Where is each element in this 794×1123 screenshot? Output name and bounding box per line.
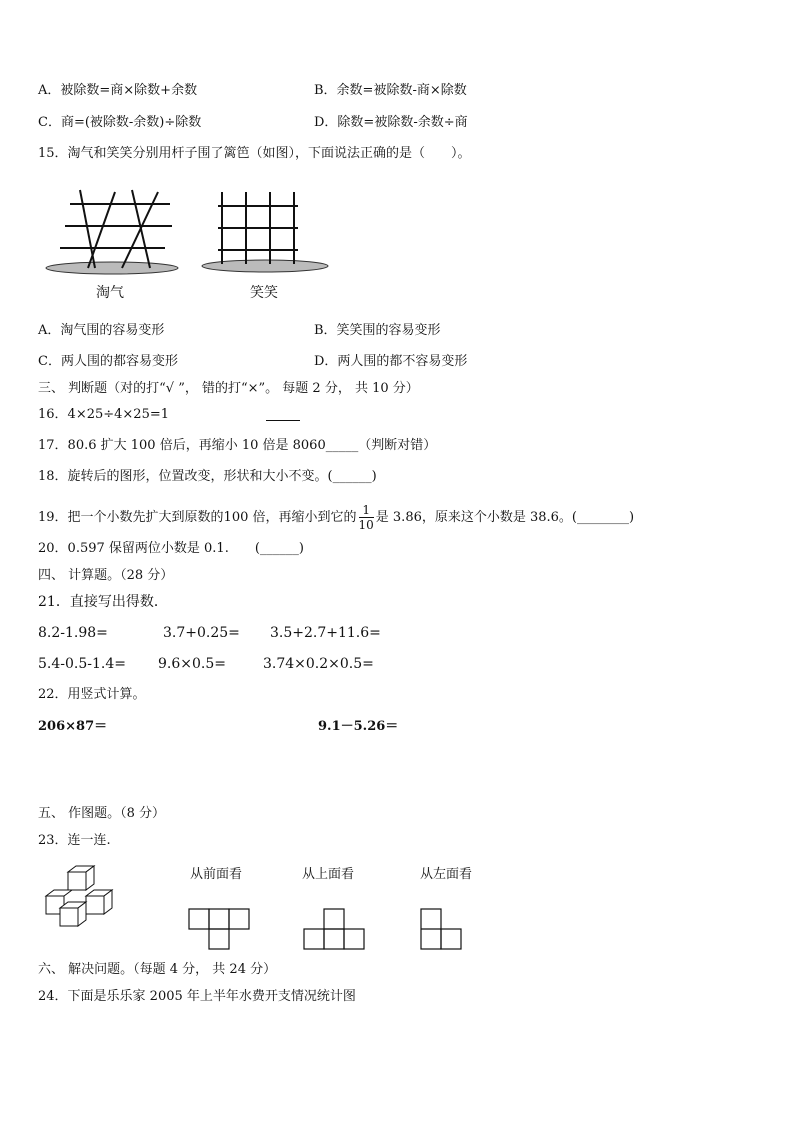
q21-item: 5.4-0.5-1.4=	[38, 656, 126, 672]
fence-xiaoxiao-figure	[200, 188, 330, 278]
q14-option-d: D．除数=被除数-余数÷商	[314, 115, 468, 130]
q15-option-d: D．两人围的都不容易变形	[314, 354, 468, 369]
q22-title: 22．用竖式计算。	[38, 687, 146, 702]
q18-text: 18．旋转后的图形，位置改变，形状和大小不变。(______)	[38, 469, 377, 484]
q19-frac-den: 10	[358, 518, 374, 532]
fence-taoqi-label: 淘气	[96, 285, 124, 301]
fence-taoqi-figure	[40, 188, 180, 278]
q16-answer-blank[interactable]	[266, 420, 300, 421]
q14-option-c: C．商=(被除数-余数)÷除数	[38, 115, 202, 130]
q19-after: 是 3.86，原来这个小数是 38.6。(________)	[375, 510, 635, 525]
q21-item: 3.7+0.25=	[163, 625, 240, 641]
q16-text: 16．4×25÷4×25=1	[38, 407, 170, 422]
view-label-left: 从左面看	[420, 867, 473, 882]
q24-text: 24．下面是乐乐家 2005 年上半年水费开支情况统计图	[38, 989, 356, 1004]
q19-fraction	[359, 503, 374, 532]
section4-title: 四、 计算题。（28 分）	[38, 568, 174, 583]
q21-item: 3.74×0.2×0.5=	[263, 656, 374, 672]
q22-item: 9.1－5.26＝	[318, 719, 399, 734]
q21-item: 9.6×0.5=	[158, 656, 226, 672]
cube-stack-figure	[42, 862, 122, 934]
section3-title: 三、 判断题（对的打“√ ”， 错的打“×”。 每题 2 分， 共 10 分）	[38, 381, 419, 396]
view-shape-top	[303, 908, 369, 954]
q21-item: 8.2-1.98=	[38, 625, 108, 641]
q22-item: 206×87＝	[38, 719, 108, 734]
q19-frac-num: 1	[359, 503, 374, 518]
q20-text: 20．0.597 保留两位小数是 0.1. (______)	[38, 541, 304, 556]
q17-text: 17．80.6 扩大 100 倍后，再缩小 10 倍是 8060_____（判断对错）	[38, 438, 437, 453]
q15-option-b: B．笑笑围的容易变形	[314, 323, 441, 338]
q19-text	[38, 500, 634, 536]
view-label-front: 从前面看	[190, 867, 243, 882]
q15-option-a: A．淘气围的容易变形	[38, 323, 165, 338]
q14-option-a: A．被除数=商×除数+余数	[38, 83, 198, 98]
q14-option-b: B．余数=被除数-商×除数	[314, 83, 467, 98]
q21-title: 21．直接写出得数．	[38, 594, 168, 610]
view-shape-left	[420, 908, 466, 954]
q21-item: 3.5+2.7+11.6=	[270, 625, 381, 641]
section5-title: 五、 作图题。（8 分）	[38, 806, 166, 821]
view-shape-front	[188, 908, 254, 954]
q15-question: 15．淘气和笑笑分别用杆子围了篱笆（如图），下面说法正确的是（ ）。	[38, 146, 471, 161]
view-label-top: 从上面看	[302, 867, 355, 882]
q19-before: 19．把一个小数先扩大到原数的100 倍，再缩小到它的	[38, 510, 357, 525]
q23-title: 23．连一连.	[38, 833, 111, 848]
section6-title: 六、 解决问题。（每题 4 分， 共 24 分）	[38, 962, 277, 977]
q15-option-c: C．两人围的都容易变形	[38, 354, 178, 369]
fence-xiaoxiao-label: 笑笑	[250, 285, 278, 301]
